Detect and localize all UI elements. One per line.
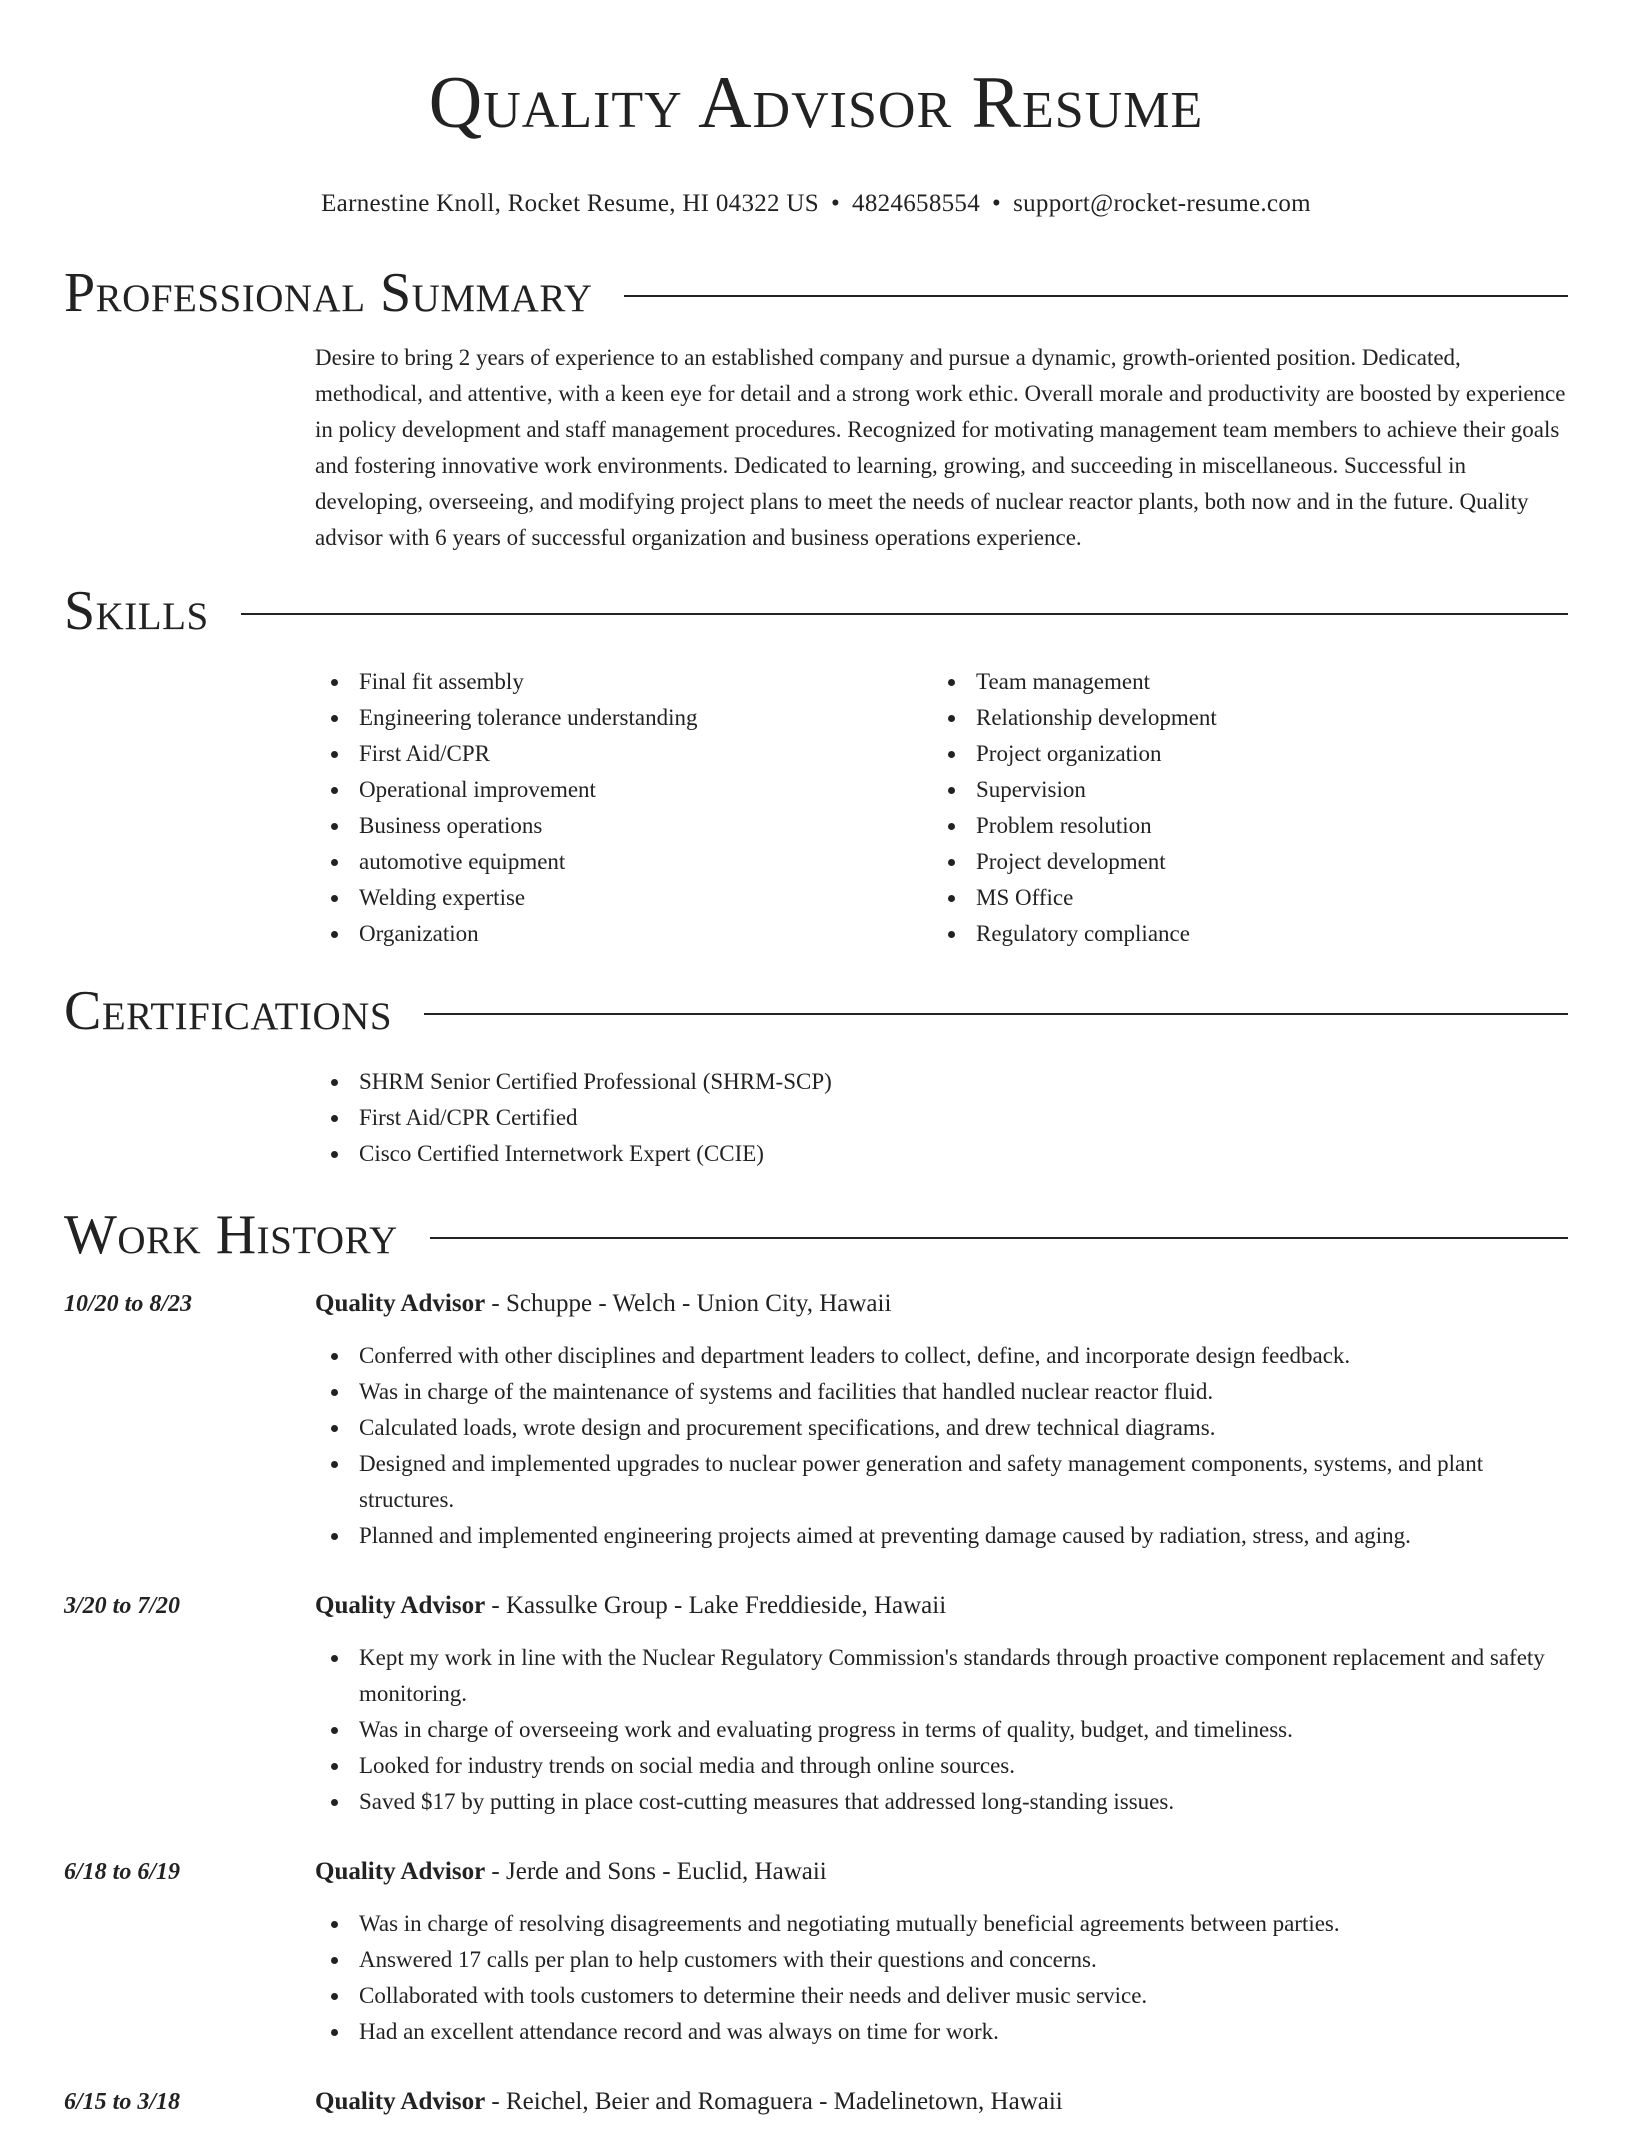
job-role: Quality Advisor [315,2088,486,2115]
certification-item: First Aid/CPR Certified [359,1100,1568,1136]
job-dates: 6/15 to 3/18 [64,2089,181,2115]
certifications-heading: Certifications [64,980,393,1042]
job-bullet: Was in charge of overseeing work and evaluating progress in terms of quality, budget, and timeliness. [359,1712,1568,1748]
job-title-line [315,1588,1568,1624]
job-bullets [315,1338,1568,1554]
job-employer: - Jerde and Sons - Euclid, Hawaii [485,1858,827,1885]
job-bullet: Kept my work in line with the Nuclear Regulatory Commission's standards through proactive component replacement and safety monitoring. [359,1640,1568,1712]
skills-section [315,664,1568,952]
skills-list-right [932,664,1549,952]
skills-heading: Skills [64,580,209,642]
job-bullet: Collaborated with tools customers to determine their needs and deliver music service. [359,1978,1568,2014]
job-dates: 10/20 to 8/23 [64,1291,193,1317]
summary-section [315,340,1568,556]
certifications-section-header [64,976,1568,1046]
skills-section-header [64,576,1568,646]
contact-line [64,188,1568,220]
skill-item: automotive equipment [359,844,932,880]
job-entry [64,1588,1568,1820]
work-history-heading: Work History [64,1204,398,1266]
section-divider [424,1013,1568,1015]
job-bullet: Conferred with other disciplines and department leaders to collect, define, and incorporate design feedback. [359,1338,1568,1374]
certification-item: SHRM Senior Certified Professional (SHRM-SCP) [359,1064,1568,1100]
job-bullet: Was in charge of the maintenance of systems and facilities that handled nuclear reactor fluid. [359,1374,1568,1410]
job-bullet: Answered 17 calls per plan to help customers with their questions and concerns. [359,1942,1568,1978]
certification-item: Cisco Certified Internetwork Expert (CCIE) [359,1136,1568,1172]
skill-item: Operational improvement [359,772,932,808]
summary-text: Desire to bring 2 years of experience to an established company and pursue a dynamic, growth-oriented position. Dedicated, methodical, and attentive, with a keen eye for detail and a strong work ethic. Overall morale and productivity are boosted by experience in policy development and staff management procedures. Recognized for motivating management team members to achieve their goals and fostering innovative work environments. Dedicated to learning, growing, and succeeding in miscellaneous. Successful in developing, overseeing, and modifying project plans to meet the needs of nuclear reactor plants, both now and in the future. Quality advisor with 6 years of successful organization and business operations experience. [315,345,1566,550]
skill-item: Organization [359,916,932,952]
job-bullets [315,1640,1568,1820]
job-title-line [315,2084,1568,2120]
contact-address: Earnestine Knoll, Rocket Resume, HI 04322 US [321,190,819,217]
job-role: Quality Advisor [315,1290,486,1317]
contact-separator: • [830,190,841,217]
skill-item: Project development [976,844,1549,880]
page-title: Quality Advisor Resume [428,62,1204,144]
skill-item: Relationship development [976,700,1549,736]
job-entry [64,2084,1568,2136]
skill-item: Business operations [359,808,932,844]
job-dates: 6/18 to 6/19 [64,1859,181,1885]
contact-separator: • [992,190,1002,217]
job-details [315,1588,1568,1820]
job-details [315,1286,1568,1554]
skills-list-left [315,664,932,952]
job-bullet: Had an excellent attendance record and was always on time for work. [359,2014,1568,2050]
certifications-section [315,1064,1568,1172]
skill-item: Supervision [976,772,1549,808]
summary-heading: Professional Summary [64,262,593,324]
job-entry [64,1286,1568,1554]
job-employer: - Reichel, Beier and Romaguera - Madelinetown, Hawaii [485,2088,1063,2115]
job-employer: - Schuppe - Welch - Union City, Hawaii [485,1290,892,1317]
skill-item: First Aid/CPR [359,736,932,772]
job-details [315,1854,1568,2050]
section-divider [430,1237,1568,1239]
job-bullet: Saved $17 by putting in place cost-cutting measures that addressed long-standing issues. [359,1784,1568,1820]
job-bullet: Looked for industry trends on social media and through online sources. [359,1748,1568,1784]
skill-item: Project organization [976,736,1549,772]
certifications-list [315,1064,1568,1172]
job-employer: - Kassulke Group - Lake Freddieside, Hawaii [485,1592,947,1619]
contact-phone: 4824658554 [852,190,981,217]
job-title-line [315,1854,1568,1890]
section-divider [241,613,1568,615]
skill-item: Regulatory compliance [976,916,1549,952]
work-history-section-header [64,1200,1568,1270]
job-details [315,2084,1568,2136]
work-history-section [64,1286,1568,2136]
job-bullets [315,1906,1568,2050]
contact-email[interactable]: support@rocket-resume.com [1013,190,1311,217]
job-title-line [315,1286,1568,1322]
skill-item: MS Office [976,880,1549,916]
job-role: Quality Advisor [315,1592,486,1619]
skill-item: Final fit assembly [359,664,932,700]
job-bullet: Planned and implemented engineering projects aimed at preventing damage caused by radiation, stress, and aging. [359,1518,1568,1554]
skill-item: Engineering tolerance understanding [359,700,932,736]
skill-item: Welding expertise [359,880,932,916]
skills-column-right [932,664,1549,952]
job-bullet: Designed and implemented upgrades to nuclear power generation and safety management components, systems, and plant structures. [359,1446,1568,1518]
job-entry [64,1854,1568,2050]
job-dates: 3/20 to 7/20 [64,1593,181,1619]
skill-item: Problem resolution [976,808,1549,844]
job-role: Quality Advisor [315,1858,486,1885]
job-bullet: Was in charge of resolving disagreements and negotiating mutually beneficial agreements between parties. [359,1906,1568,1942]
summary-section-header [64,258,1568,328]
job-bullet: Calculated loads, wrote design and procurement specifications, and drew technical diagrams. [359,1410,1568,1446]
skills-column-left [315,664,932,952]
skill-item: Team management [976,664,1549,700]
section-divider [624,295,1568,297]
